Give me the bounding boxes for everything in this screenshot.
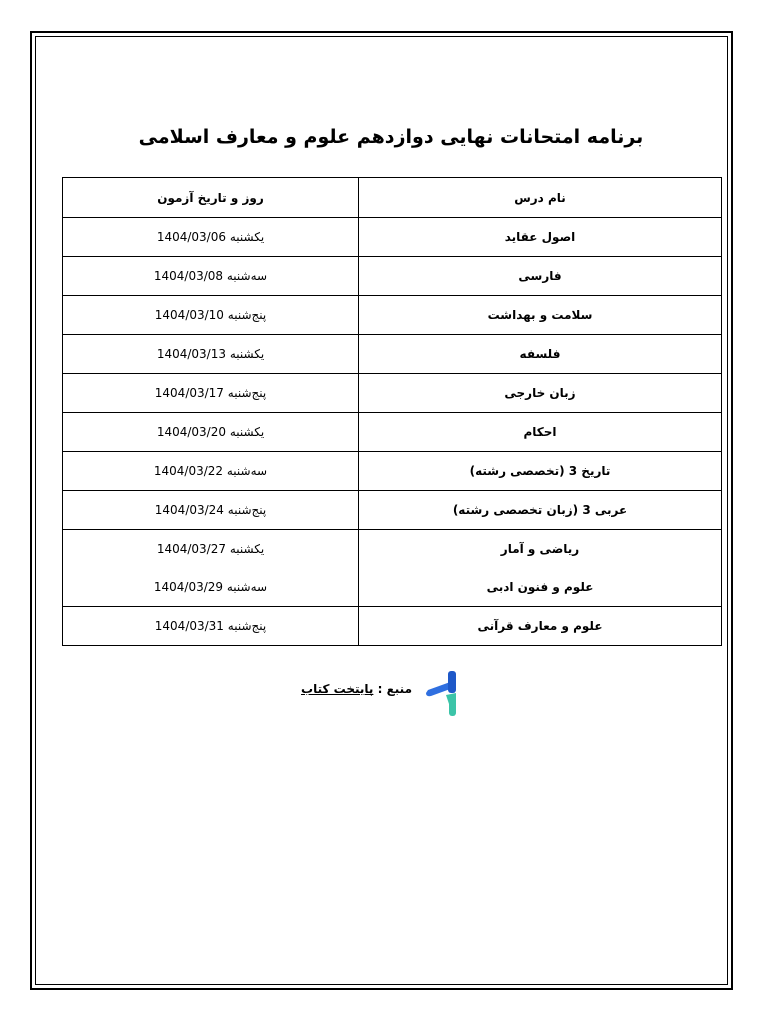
subject-cell: فارسی: [359, 257, 722, 296]
table-header-row: [63, 178, 722, 218]
header-subject: نام درس: [359, 178, 722, 218]
source-prefix: منبع :: [377, 682, 412, 696]
subject-cell: سلامت و بهداشت: [359, 296, 722, 335]
table-row: [63, 296, 722, 335]
source-credit: [300, 666, 470, 720]
subject-cell: زبان خارجی: [359, 374, 722, 413]
subject-cell: ریاضی و آمار: [359, 530, 722, 569]
date-cell: پنج‌شنبه 1404/03/31: [63, 607, 359, 646]
subject-cell: علوم و معارف قرآنی: [359, 607, 722, 646]
table-row: [63, 374, 722, 413]
table-row: [63, 413, 722, 452]
table-row: [63, 607, 722, 646]
table-row: [63, 530, 722, 569]
page-title: برنامه امتحانات نهایی دوازدهم علوم و معارف اسلامی: [138, 126, 644, 148]
date-cell: یکشنبه 1404/03/27: [63, 530, 359, 569]
date-cell: پنج‌شنبه 1404/03/17: [63, 374, 359, 413]
date-cell: پنج‌شنبه 1404/03/10: [63, 296, 359, 335]
exam-schedule-table: [62, 177, 722, 646]
table-row: [63, 218, 722, 257]
date-cell: سه‌شنبه 1404/03/22: [63, 452, 359, 491]
paytakht-ketab-logo-icon: [422, 668, 462, 718]
table-row: [63, 491, 722, 530]
table-row: [63, 452, 722, 491]
subject-cell: تاریخ 3 (تخصصی رشته): [359, 452, 722, 491]
table-row: [63, 335, 722, 374]
subject-cell: احکام: [359, 413, 722, 452]
header-date: روز و تاریخ آزمون: [63, 178, 359, 218]
subject-cell: فلسفه: [359, 335, 722, 374]
table-row: [63, 568, 722, 607]
date-cell: سه‌شنبه 1404/03/08: [63, 257, 359, 296]
source-link[interactable]: پایتخت کتاب: [301, 682, 374, 696]
date-cell: یکشنبه 1404/03/06: [63, 218, 359, 257]
date-cell: سه‌شنبه 1404/03/29: [63, 568, 359, 607]
subject-cell: عربی 3 (زبان تخصصی رشته): [359, 491, 722, 530]
subject-cell: علوم و فنون ادبی: [359, 568, 722, 607]
date-cell: پنج‌شنبه 1404/03/24: [63, 491, 359, 530]
source-line: [300, 682, 412, 696]
subject-cell: اصول عقاید: [359, 218, 722, 257]
date-cell: یکشنبه 1404/03/13: [63, 335, 359, 374]
table-row: [63, 257, 722, 296]
date-cell: یکشنبه 1404/03/20: [63, 413, 359, 452]
